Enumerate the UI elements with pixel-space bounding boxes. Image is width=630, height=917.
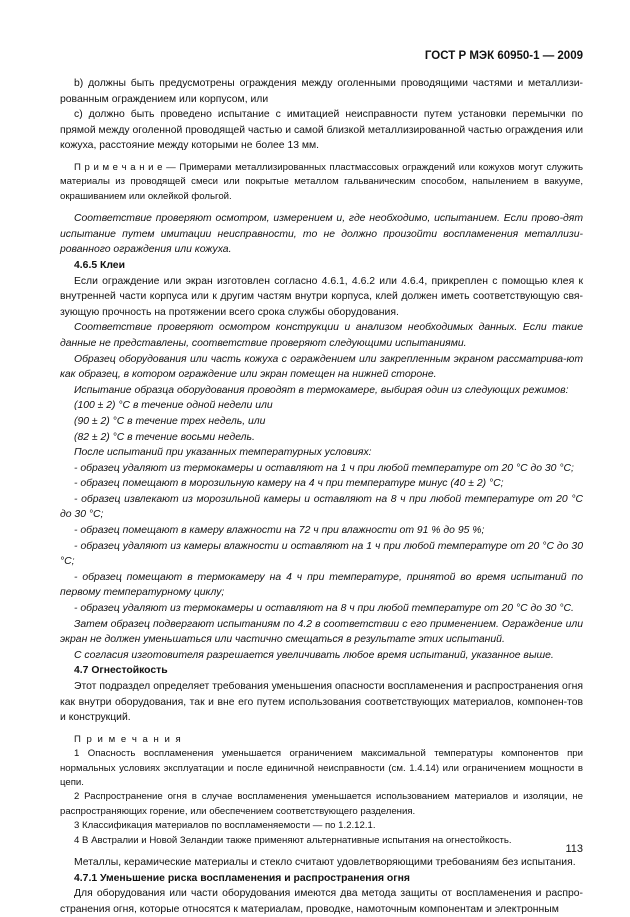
paragraph: Соответствие проверяют осмотром конструкции и анализом необходимых данных. Если такие данные не представлены, соответствие проверяют следующими испытаниями. xyxy=(60,322,583,349)
note: 2 Распространение огня в случае воспламенения уменьшается использованием материалов и изоляции, не распространяющих горение, или обеспечением соответствующего разделения. xyxy=(60,791,583,817)
mode-item: (90 ± 2) °C в течение трех недель, или xyxy=(74,415,266,427)
section-heading: 4.7.1 Уменьшение риска воспламенения и распространения огня xyxy=(74,872,410,884)
paragraph: Металлы, керамические материалы и стекло считают удовлетворяющими требованиям без испытания. xyxy=(74,857,576,869)
paragraph: b) должны быть предусмотрены ограждения между оголенными проводящими частями и металлизи-рованным ограждением или корпусом, или xyxy=(60,78,583,105)
page-body xyxy=(60,76,583,917)
section-heading: 4.6.5 Клеи xyxy=(74,259,125,271)
step-item: - образец помещают в камеру влажности на 72 ч при влажности от 91 % до 95 %; xyxy=(74,525,485,537)
step-item: - образец извлекают из морозильной камеры и оставляют на 8 ч при любой температуре от 20 °C до 30 °C; xyxy=(60,493,583,521)
notes-label: П р и м е ч а н и я xyxy=(74,733,183,745)
paragraph: Для оборудования или части оборудования имеются два метода защиты от воспламенения и распро-странения огня, которые относятся к материалам, проводке, намоточным компонентам и электронным xyxy=(60,888,583,915)
paragraph: С согласия изготовителя разрешается увеличивать любое время испытаний, указанное выше. xyxy=(74,649,554,661)
step-item: - образец удаляют из термокамеры и оставляют на 8 ч при любой температуре от 20 °C до 30 °C. xyxy=(74,603,574,615)
note-text: — Примерами металлизированных пластмассовых ограждений или кожухов могут служить материалы из проводящей смеси или покрытые металлом гальваническим способом, напылением в вакууме, окрашиванием или оклейкой фольгой. xyxy=(60,161,583,202)
note: 3 Классификация материалов по воспламеняемости — по 1.2.12.1. xyxy=(74,820,376,832)
paragraph: После испытаний при указанных температурных условиях: xyxy=(74,447,372,459)
step-item: - образец удаляют из термокамеры и оставляют на 1 ч при любой температуре от 20 °C до 30 °C; xyxy=(74,462,574,474)
note xyxy=(60,161,583,204)
note: 4 В Австралии и Новой Зеландии также применяют альтернативные испытания на огнестойкость. xyxy=(74,834,512,846)
mode-item: (82 ± 2) °C в течение восьми недель. xyxy=(74,431,255,443)
paragraph: Затем образец подвергают испытаниям по 4.2 в соответствии с его применением. Ограждение или экран не должен уменьшаться или частично смещаться в результате этих испытаний. xyxy=(60,618,583,646)
paragraph: Испытание образца оборудования проводят в термокамере, выбирая один из следующих режимов: xyxy=(74,384,569,396)
paragraph: Если ограждение или экран изготовлен согласно 4.6.1, 4.6.2 или 4.6.4, прикреплен с помощью клея к внутренней части корпуса или к другим частям внутри корпуса, клей должен иметь соответствующую свя-зующую прочность на протяжении всего срока службы оборудования. xyxy=(60,275,583,318)
standard-header: ГОСТ Р МЭК 60950-1 — 2009 xyxy=(424,50,583,62)
note: 1 Опасность воспламенения уменьшается ограничением максимальной температуры компонентов при нормальных условиях эксплуатации и после единичной неисправности (см. 1.4.14) или ограничением мощности в цепи. xyxy=(60,748,583,788)
step-item: - образец удаляют из камеры влажности и оставляют на 1 ч при любой температуре от 20 °C до 30 °C; xyxy=(60,540,583,568)
paragraph: Этот подраздел определяет требования уменьшения опасности воспламенения и распространения огня как внутри оборудования, так и вне его путем использования соответствующих материалов, компонен-тов и конструкций. xyxy=(60,681,583,724)
step-item: - образец помещают в термокамеру на 4 ч при температуре, принятой во время испытаний по первому температурному циклу; xyxy=(60,571,583,599)
page-number: 113 xyxy=(565,843,583,855)
section-heading: 4.7 Огнестойкость xyxy=(74,665,168,677)
note-label: П р и м е ч а н и е xyxy=(74,161,163,173)
paragraph: Образец оборудования или часть кожуха с ограждением или закрепленным экраном рассматрива-ют как образец, в котором ограждение или экран помещен на нижней стороне. xyxy=(60,353,583,381)
step-item: - образец помещают в морозильную камеру на 4 ч при температуре минус (40 ± 2) °C; xyxy=(74,478,504,490)
paragraph: Соответствие проверяют осмотром, измерением и, где необходимо, испытанием. Если прово-дят испытание путем имитации неисправности, то не должно произойти воспламенения металлизи-рованного ограждения или кожуха. xyxy=(60,213,583,256)
mode-item: (100 ± 2) °C в течение одной недели или xyxy=(74,400,273,412)
paragraph: c) должно быть проведено испытание с имитацией неисправности путем установки перемычки по прямой между оголенной проводящей частью и самой близкой металлизированной частью ограждения или кожуха, расстояние между которыми не более 13 мм. xyxy=(60,109,583,152)
